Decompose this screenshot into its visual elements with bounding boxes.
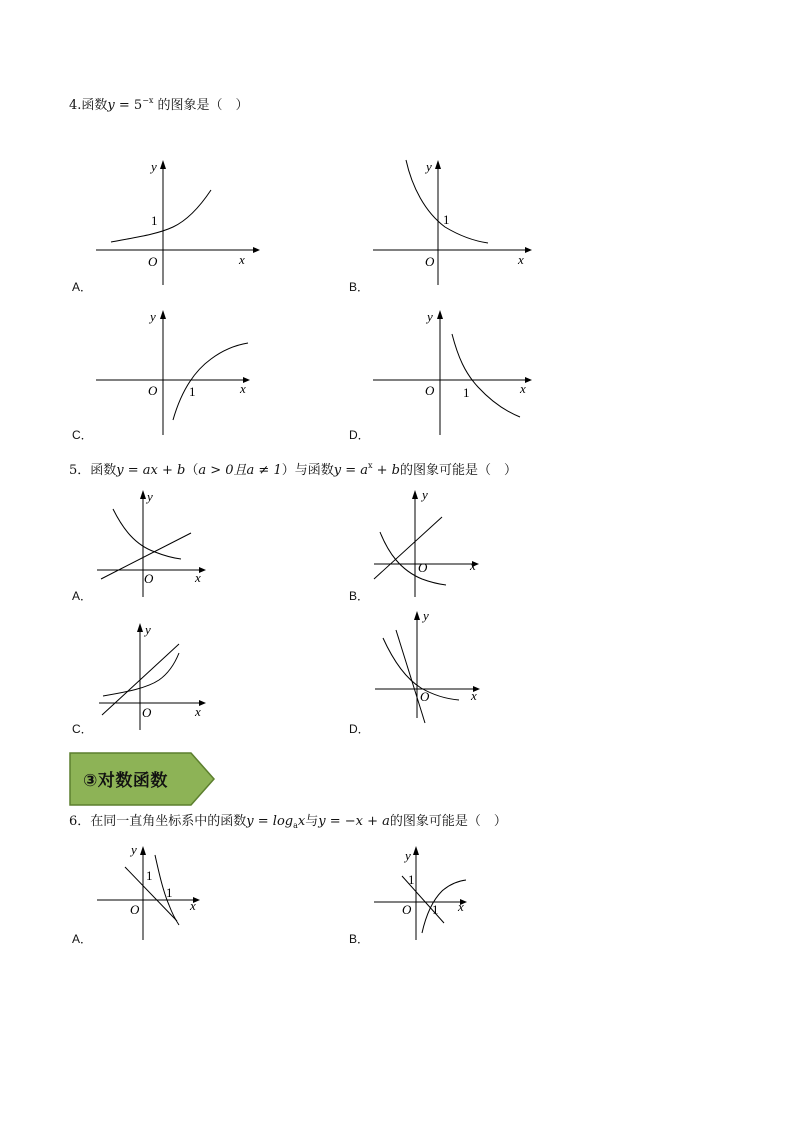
q6a-one-y: 1 [146, 868, 153, 883]
q5-condition: a > 0且a ≠ 1 [198, 463, 282, 478]
q4-y: y [107, 98, 115, 113]
q4c-x-label: x [240, 381, 246, 396]
q5d-y-label: y [423, 608, 429, 623]
q5-function-2-tail: + b [372, 463, 400, 478]
q5-option-a[interactable]: A． [72, 589, 93, 603]
q5-function-2: y = a [333, 463, 368, 478]
q5-option-d[interactable]: D． [349, 722, 370, 736]
q6-graph-b [372, 843, 482, 943]
q6-suffix: 的图象可能是（ ） [389, 814, 507, 829]
q4a-x-label: x [239, 252, 245, 267]
q4-option-c[interactable]: C． [72, 428, 93, 442]
q6a-x-label: x [190, 898, 196, 913]
q4b-one: 1 [443, 212, 450, 227]
q6-option-a[interactable]: A． [72, 932, 93, 946]
q4c-one: 1 [189, 384, 196, 399]
q6a-origin: O [130, 902, 140, 917]
q4-graph-d [370, 307, 535, 442]
q6a-y-label: y [131, 842, 137, 857]
q4b-y-label: y [426, 159, 432, 174]
q4c-y-label: y [150, 309, 156, 324]
q4-option-a[interactable]: A． [72, 280, 93, 294]
q6b-origin: O [402, 902, 412, 917]
question-6 [69, 814, 507, 834]
q6a-one-x: 1 [166, 885, 173, 900]
q5-graph-a [95, 487, 215, 602]
q6b-x-label: x [458, 899, 464, 914]
q6b-y-label: y [405, 848, 411, 863]
q5-option-b[interactable]: B． [349, 589, 370, 603]
q5-suffix: 的图象可能是（ ） [400, 463, 518, 478]
q6-function-2: y = −x + a [318, 814, 390, 829]
question-5 [69, 458, 517, 479]
q4a-origin: O [148, 254, 158, 269]
q6-option-b[interactable]: B． [349, 932, 370, 946]
q5b-x-label: x [470, 558, 476, 573]
q5c-origin: O [142, 705, 152, 720]
q4a-y-label: y [151, 159, 157, 174]
q6-prefix: 6．在同一直角坐标系中的函数 [69, 814, 247, 829]
q4a-one: 1 [151, 213, 158, 228]
q6-graph-a [95, 843, 205, 943]
q4-exponent: −x [142, 96, 154, 105]
q5b-y-label: y [422, 487, 428, 502]
q6-log-base: a [293, 821, 298, 830]
q4d-one: 1 [463, 385, 470, 400]
q5b-origin: O [418, 560, 428, 575]
q4-suffix: 的图象是（ ） [153, 98, 249, 113]
q4b-origin: O [425, 254, 435, 269]
q4-graph-b [370, 157, 535, 292]
q4b-x-label: x [518, 252, 524, 267]
q5a-y-label: y [147, 489, 153, 504]
section-title: ③对数函数 [83, 771, 168, 791]
q5c-y-label: y [145, 622, 151, 637]
q4-option-b[interactable]: B． [349, 280, 370, 294]
q5-graph-d [373, 608, 493, 723]
q4-prefix: 4.函数 [69, 98, 108, 113]
q5a-x-label: x [195, 570, 201, 585]
q5-paren-open: （ [185, 463, 199, 478]
question-4 [69, 93, 249, 114]
q5-function-1: y = ax + b [116, 463, 186, 478]
q4-option-d[interactable]: D． [349, 428, 370, 442]
q5d-x-label: x [471, 688, 477, 703]
q5c-x-label: x [195, 704, 201, 719]
q5-option-c[interactable]: C． [72, 722, 93, 736]
q4-graph-c [93, 307, 258, 442]
q4-graph-a [93, 157, 258, 292]
q5-graph-b [372, 487, 492, 602]
q4d-y-label: y [427, 309, 433, 324]
q4-eq: = 5 [114, 98, 143, 113]
q6-and: 与 [305, 814, 319, 829]
q6-function-1-arg: x [297, 814, 306, 829]
q6b-one-y: 1 [408, 872, 415, 887]
q5-prefix: 5．函数 [69, 463, 117, 478]
q5-exponent: x [368, 461, 373, 470]
q5-paren-close: ）与函数 [281, 463, 334, 478]
q5d-origin: O [420, 689, 430, 704]
q4d-origin: O [425, 383, 435, 398]
q4d-x-label: x [520, 381, 526, 396]
q6b-one-x: 1 [432, 902, 439, 917]
q5-graph-c [97, 620, 217, 735]
q5a-origin: O [144, 571, 154, 586]
q4c-origin: O [148, 383, 158, 398]
q6-function-1: y = log [246, 814, 294, 829]
